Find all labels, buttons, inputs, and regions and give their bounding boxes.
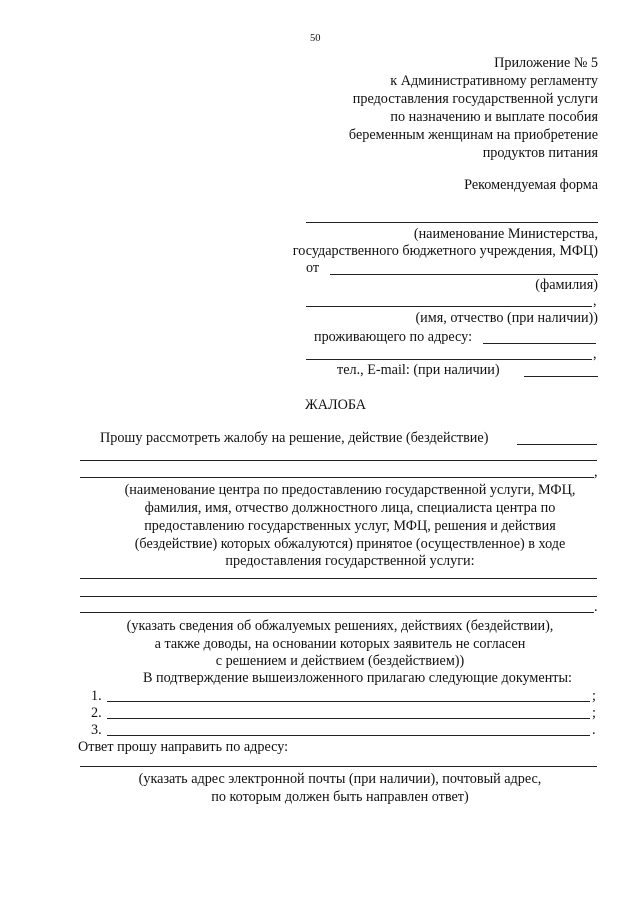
residing-label: проживающего по адресу: bbox=[314, 329, 473, 345]
center-caption: (наименование центра по предоставлению государственной услуги, МФЦ, bbox=[124, 482, 576, 498]
comma: , bbox=[594, 464, 598, 480]
attach-intro: В подтверждение вышеизложенного прилагаю следующие документы: bbox=[143, 670, 572, 686]
appendix-line: к Административному регламенту bbox=[390, 73, 598, 89]
ministry-name-line[interactable] bbox=[306, 222, 598, 223]
name-caption: (имя, отчество (при наличии)) bbox=[415, 310, 598, 326]
request-line-2[interactable] bbox=[80, 460, 597, 461]
residing-line-1[interactable] bbox=[483, 343, 596, 344]
appendix-line: продуктов питания bbox=[482, 145, 598, 161]
details-caption: (указать сведения об обжалуемых решениях, действиях (бездействии), bbox=[126, 618, 554, 634]
request-line-1[interactable] bbox=[517, 444, 597, 445]
request-line-3[interactable] bbox=[80, 477, 594, 478]
decision-line-3[interactable] bbox=[80, 612, 594, 613]
page-number: 50 bbox=[310, 33, 321, 44]
phone-line[interactable] bbox=[524, 376, 598, 377]
document-title: ЖАЛОБА bbox=[305, 397, 367, 413]
center-caption: фамилия, имя, отчество должностного лица, специалиста центра по bbox=[144, 500, 556, 516]
document-line[interactable] bbox=[107, 735, 590, 736]
name-line[interactable] bbox=[306, 306, 592, 307]
document-number: 1. bbox=[91, 688, 102, 704]
appendix-line: по назначению и выплате пособия bbox=[390, 109, 598, 125]
address-caption: по которым должен быть направлен ответ) bbox=[211, 789, 469, 805]
details-caption: а также доводы, на основании которых заявитель не согласен bbox=[154, 636, 526, 652]
from-label: от bbox=[306, 260, 320, 276]
center-caption: предоставлению государственных услуг, МФЦ, решения и действия bbox=[144, 518, 556, 534]
reply-address-line[interactable] bbox=[80, 766, 597, 767]
comma: , bbox=[593, 293, 597, 309]
comma: , bbox=[593, 346, 597, 362]
period: . bbox=[594, 599, 598, 615]
ministry-caption: государственного бюджетного учреждения, МФЦ) bbox=[292, 243, 598, 259]
phone-label: тел., E-mail: (при наличии) bbox=[337, 362, 500, 378]
surname-caption: (фамилия) bbox=[535, 277, 598, 293]
recommended-form-label: Рекомендуемая форма bbox=[464, 177, 598, 193]
ministry-caption: (наименование Министерства, bbox=[413, 226, 598, 242]
appendix-line: Приложение № 5 bbox=[494, 55, 598, 71]
document-line[interactable] bbox=[107, 718, 590, 719]
document-end: . bbox=[592, 722, 596, 738]
request-text: Прошу рассмотреть жалобу на решение, действие (бездействие) bbox=[100, 430, 489, 446]
decision-line-1[interactable] bbox=[80, 578, 597, 579]
center-caption: (бездействие) которых обжалуются) принятое (осуществленное) в ходе bbox=[134, 536, 566, 552]
center-caption: предоставления государственной услуги: bbox=[225, 553, 475, 569]
document-end: ; bbox=[592, 705, 596, 721]
appendix-line: предоставления государственной услуги bbox=[352, 91, 598, 107]
reply-label: Ответ прошу направить по адресу: bbox=[78, 739, 289, 755]
document-end: ; bbox=[592, 688, 596, 704]
surname-line[interactable] bbox=[330, 274, 598, 275]
details-caption: с решением и действием (бездействием)) bbox=[215, 653, 465, 669]
appendix-line: беременным женщинам на приобретение bbox=[348, 127, 598, 143]
address-caption: (указать адрес электронной почты (при наличии), почтовый адрес, bbox=[138, 771, 542, 787]
document-line[interactable] bbox=[107, 701, 590, 702]
document-number: 3. bbox=[91, 722, 102, 738]
document-number: 2. bbox=[91, 705, 102, 721]
residing-line-2[interactable] bbox=[306, 359, 592, 360]
decision-line-2[interactable] bbox=[80, 596, 597, 597]
